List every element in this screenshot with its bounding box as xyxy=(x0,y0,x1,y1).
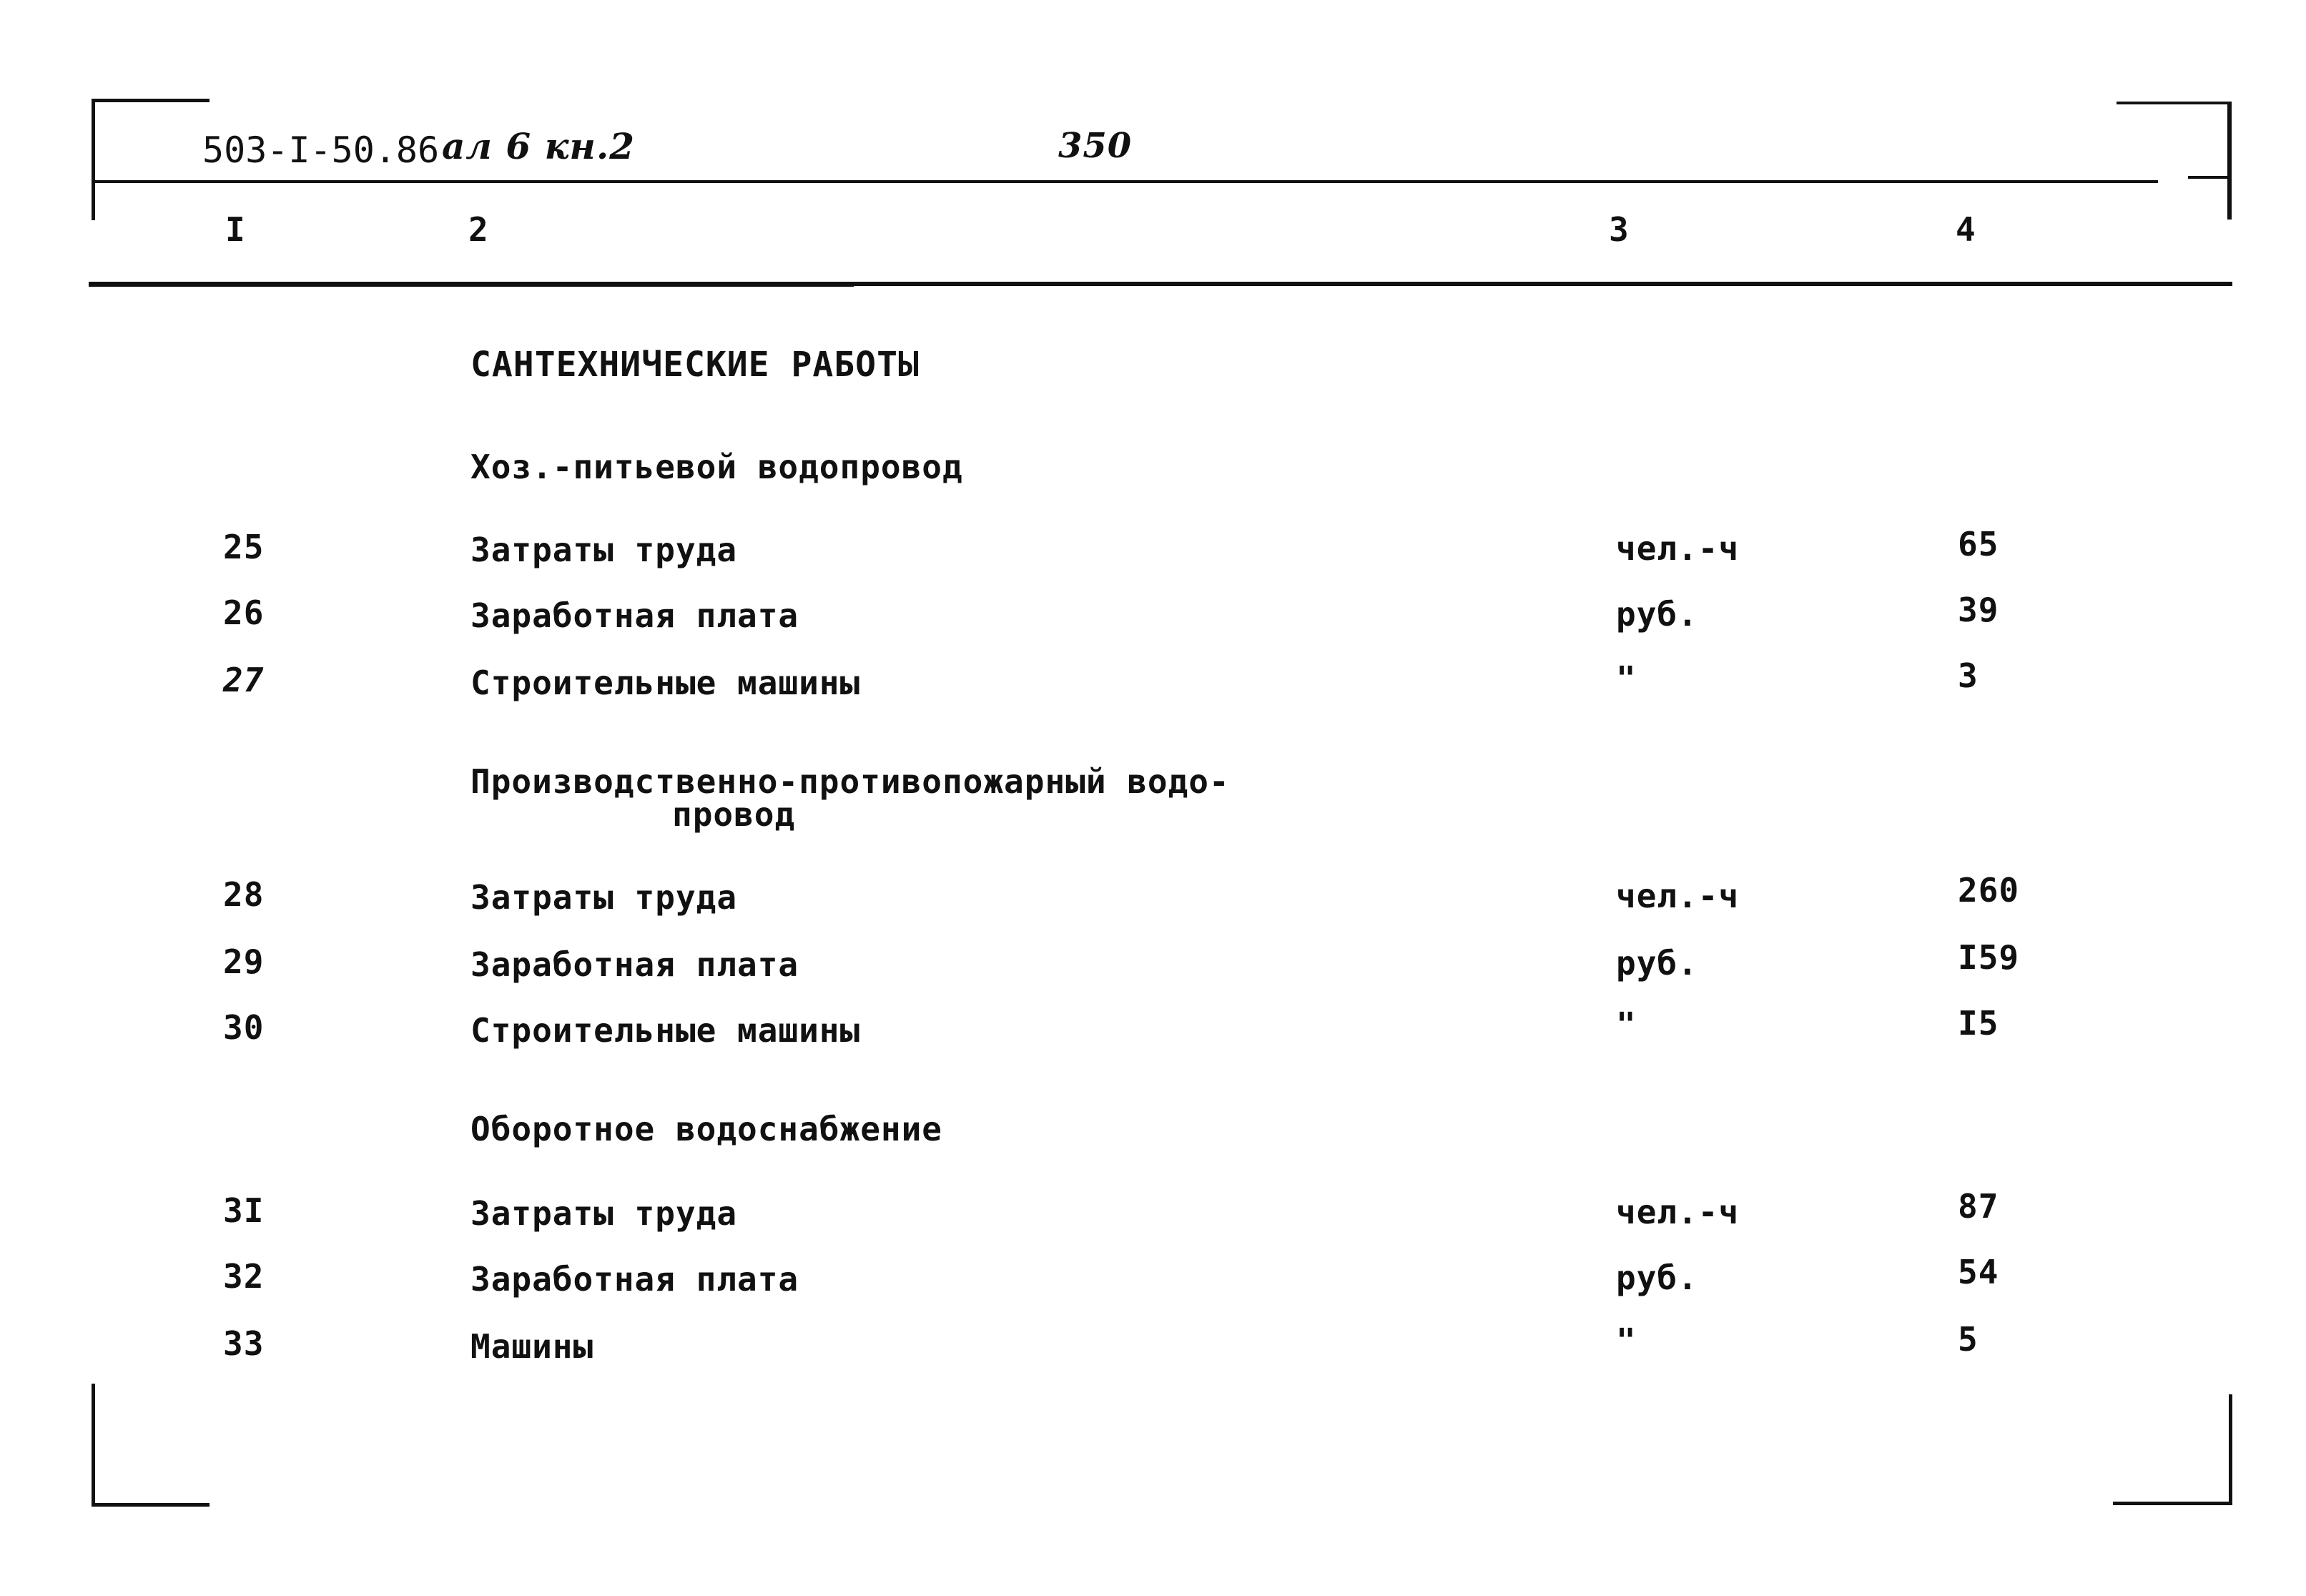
row-number: 32 xyxy=(223,1257,265,1296)
row-name: Заработная плата xyxy=(470,1260,799,1299)
row-unit: чел.-ч xyxy=(1616,1193,1740,1231)
frame-bottom-left-vertical xyxy=(92,1384,95,1507)
row-value: 54 xyxy=(1958,1253,1999,1291)
frame-bottom-right-vertical xyxy=(2229,1394,2232,1505)
row-number: 26 xyxy=(223,593,265,632)
row-value: 87 xyxy=(1958,1187,1999,1226)
frame-top-right-stub xyxy=(2117,102,2231,104)
row-name: Строительные машины xyxy=(470,1011,861,1050)
section-title: САНТЕХНИЧЕСКИЕ РАБОТЫ xyxy=(470,345,920,385)
row-number: 27 xyxy=(223,661,265,699)
frame-top-left-vertical xyxy=(92,99,95,220)
row-number: 33 xyxy=(223,1324,265,1363)
row-unit: " xyxy=(1616,659,1637,698)
row-value: 65 xyxy=(1958,525,1999,563)
row-number: 30 xyxy=(223,1008,265,1047)
document-code: 503-I-50.86 xyxy=(202,129,440,171)
row-name: Строительные машины xyxy=(470,664,861,702)
subsection-heading: Производственно-противопожарный водо- xyxy=(470,762,1230,801)
row-unit: руб. xyxy=(1616,944,1698,982)
row-value: I59 xyxy=(1958,938,2020,977)
row-name: Затраты труда xyxy=(470,1194,738,1233)
subsection-heading: Хоз.-питьевой водопровод xyxy=(470,448,963,486)
row-number: 28 xyxy=(223,875,265,914)
row-name: Заработная плата xyxy=(470,945,799,984)
frame-top-left-horizontal xyxy=(92,99,210,102)
row-unit: " xyxy=(1616,1005,1637,1044)
page-number: 350 xyxy=(1058,126,1133,166)
column-header-2: 2 xyxy=(468,210,489,249)
row-name: Машины xyxy=(470,1327,594,1366)
header-rule-right-segment xyxy=(2188,176,2231,179)
row-value: 3 xyxy=(1958,656,1979,695)
row-name: Заработная плата xyxy=(470,596,799,635)
row-unit: руб. xyxy=(1616,595,1698,634)
row-unit: чел.-ч xyxy=(1616,877,1740,915)
row-name: Затраты труда xyxy=(470,531,738,569)
row-value: 260 xyxy=(1958,871,2020,910)
column-header-1: I xyxy=(225,210,246,249)
subsection-heading: Оборотное водоснабжение xyxy=(470,1110,942,1148)
frame-top-right-vertical xyxy=(2227,102,2232,220)
column-header-rule-join xyxy=(89,282,854,287)
column-header-4: 4 xyxy=(1956,210,1976,249)
row-number: 29 xyxy=(223,942,265,981)
column-header-3: 3 xyxy=(1609,210,1630,249)
row-unit: руб. xyxy=(1616,1258,1698,1297)
frame-bottom-left-horizontal xyxy=(92,1503,210,1507)
row-name: Затраты труда xyxy=(470,878,738,917)
header-rule xyxy=(92,180,2158,183)
row-number: 25 xyxy=(223,528,265,566)
row-unit: " xyxy=(1616,1321,1637,1360)
row-unit: чел.-ч xyxy=(1616,529,1740,568)
row-value: 5 xyxy=(1958,1320,1979,1359)
subsection-heading-continuation: провод xyxy=(672,795,796,834)
frame-bottom-right-horizontal xyxy=(2113,1502,2232,1505)
album-note: ал 6 кн.2 xyxy=(442,125,636,167)
row-value: I5 xyxy=(1958,1004,1999,1043)
row-value: 39 xyxy=(1958,591,1999,629)
row-number: 3I xyxy=(223,1191,265,1230)
